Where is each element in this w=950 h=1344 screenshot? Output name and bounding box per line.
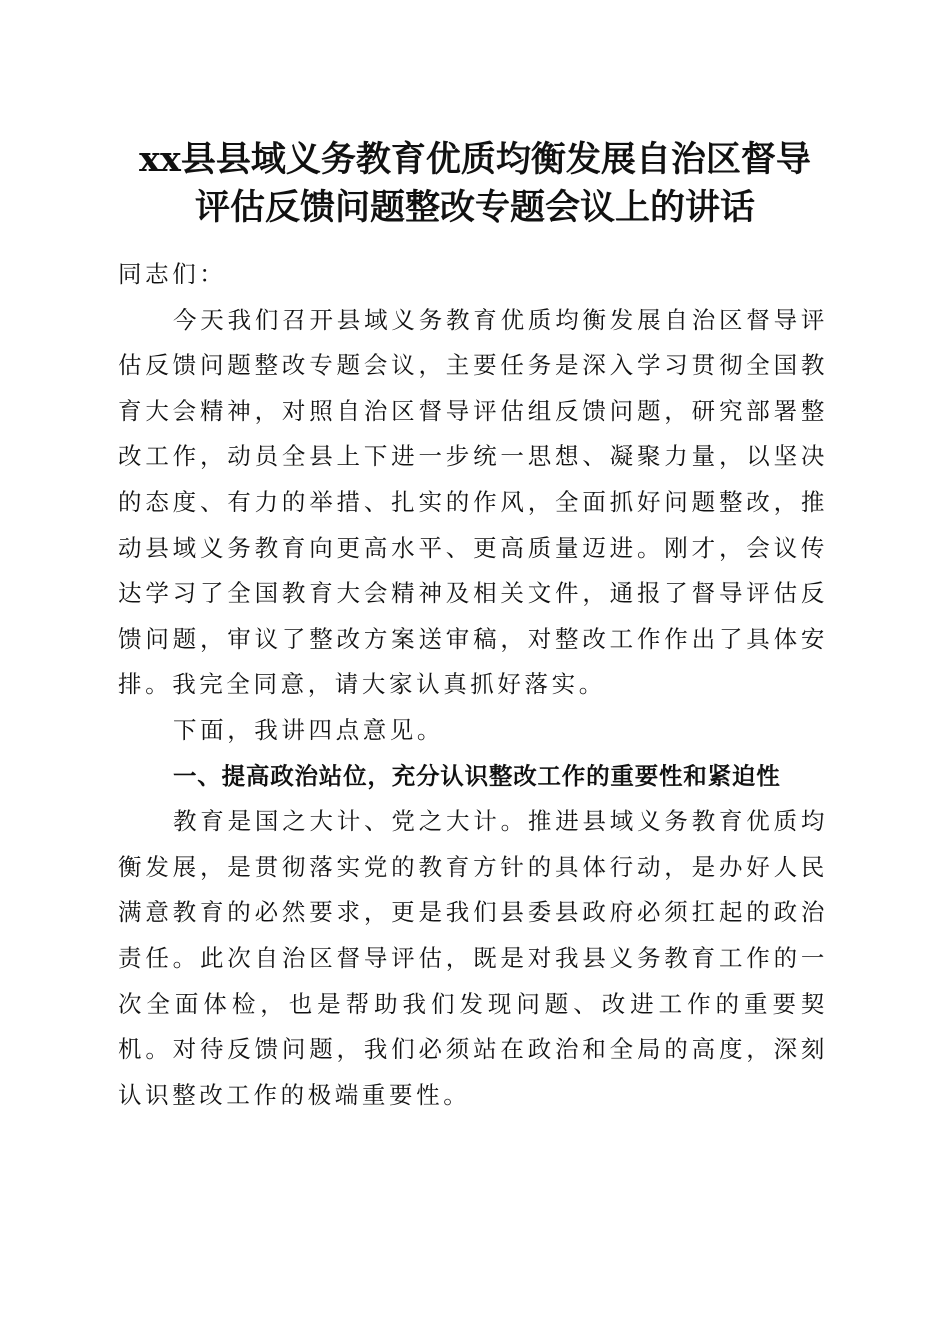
document-body bbox=[118, 252, 828, 1118]
paragraph-outline: 下面，我讲四点意见。 bbox=[173, 715, 444, 744]
paragraph-opening: 今天我们召开县域义务教育优质均衡发展自治区督导评估反馈问题整改专题会议，主要任务是深入学习贯彻全国教育大会精神，对照自治区督导评估组反馈问题，研究部署整改工作，动员全县上下进一步统一思想、凝聚力量，以坚决的态度、有力的举措、扎实的作风，全面抓好问题整改，推动县域义务教育向更高水平、更高质量迈进。刚才，会议传达学习了全国教育大会精神及相关文件，通报了督导评估反馈问题，审议了整改方案送审稿，对整改工作作出了具体安排。我完全同意，请大家认真抓好落实。 bbox=[118, 305, 828, 699]
paragraph-section-1: 教育是国之大计、党之大计。推进县域义务教育优质均衡发展，是贯彻落实党的教育方针的具体行动，是办好人民满意教育的必然要求，更是我们县委县政府必须扛起的政治责任。此次自治区督导评估，既是对我县义务教育工作的一次全面体检，也是帮助我们发现问题、改进工作的重要契机。对待反馈问题，我们必须站在政治和全局的高度，深刻认识整改工作的极端重要性。 bbox=[118, 807, 828, 1109]
document-title bbox=[100, 136, 850, 232]
section-heading-1: 一、提高政治站位，充分认识整改工作的重要性和紧迫性 bbox=[173, 761, 781, 790]
title-line-1: xx县县域义务教育优质均衡发展自治区督导 bbox=[139, 139, 811, 180]
title-line-2: 评估反馈问题整改专题会议上的讲话 bbox=[194, 187, 755, 228]
salutation: 同志们： bbox=[118, 260, 227, 288]
